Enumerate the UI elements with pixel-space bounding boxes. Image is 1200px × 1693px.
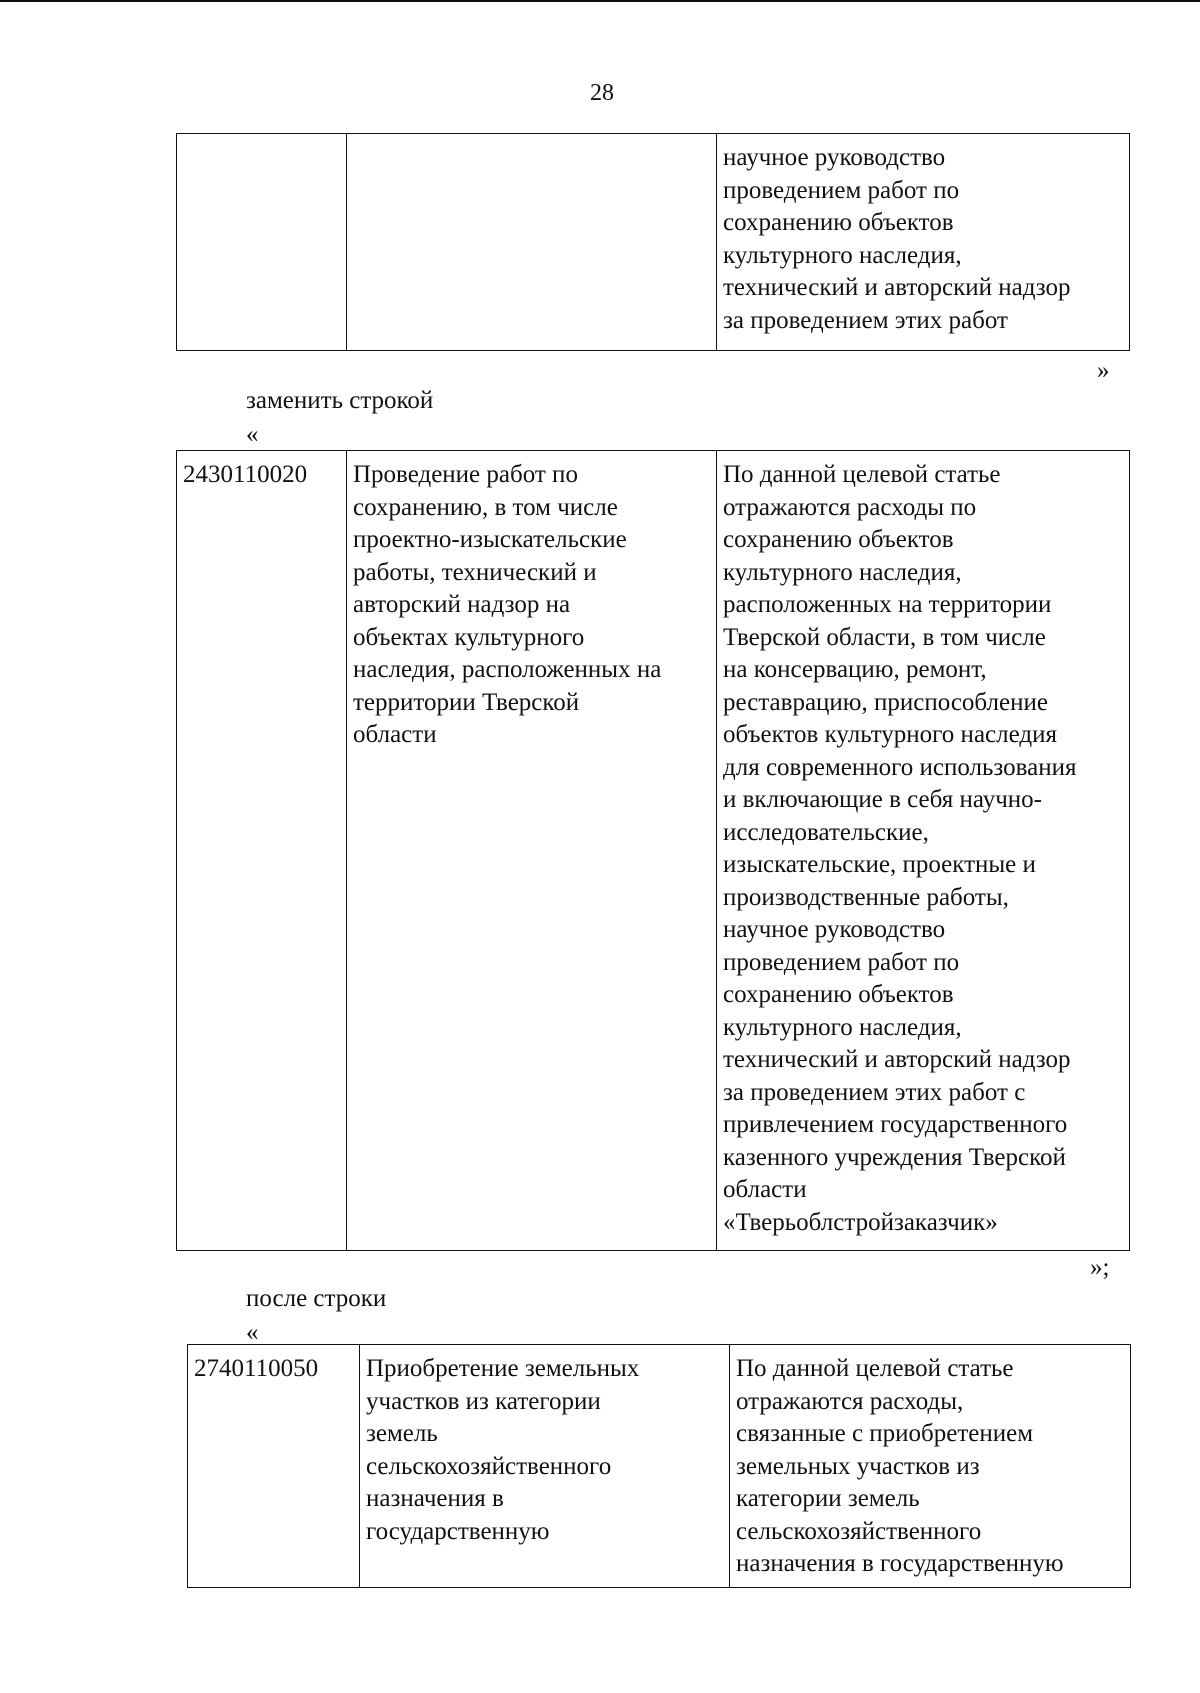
text-line: сохранению объектов — [723, 209, 954, 236]
text-line: объектов культурного наследия — [723, 721, 1057, 748]
table-row — [188, 1345, 1131, 1588]
table-row — [177, 134, 1130, 351]
text-line: привлечением государственного — [723, 1111, 1068, 1138]
code-cell: 2430110020 — [177, 451, 347, 1251]
text-line: «Тверьоблстройзаказчик» — [723, 1208, 998, 1236]
description-cell — [730, 1345, 1131, 1588]
text-line: Проведение работ по — [353, 461, 578, 488]
text-line: категории земель — [736, 1485, 920, 1512]
table-reference — [187, 1344, 1131, 1588]
text-line: сохранению, в том числе — [353, 493, 618, 521]
text-line: авторский надзор на — [353, 591, 571, 618]
text-line: на консервацию, ремонт, — [723, 656, 987, 683]
text-line: сельскохозяйственного — [736, 1517, 982, 1545]
text-line: области — [723, 1176, 807, 1203]
text-line: наследия, расположенных на — [353, 656, 662, 683]
text-line: отражаются расходы по — [723, 493, 977, 521]
text-line: земельных участков из — [736, 1452, 980, 1480]
name-cell — [347, 134, 717, 351]
table-replacement — [176, 450, 1130, 1251]
opening-quote-2: « — [246, 1319, 259, 1346]
description-lines — [723, 142, 1123, 337]
text-line: государственную — [366, 1517, 550, 1545]
code-cell: 2740110050 — [188, 1345, 360, 1588]
page-number: 28 — [590, 80, 614, 106]
text-line: сохранению объектов — [723, 981, 954, 1008]
text-line: для современного использования — [723, 753, 1077, 781]
closing-quote-1: » — [1097, 357, 1110, 384]
text-line: отражаются расходы, — [736, 1387, 964, 1415]
text-line: связанные с приобретением — [736, 1420, 1034, 1447]
name-cell — [360, 1345, 730, 1588]
name-cell — [347, 451, 717, 1251]
text-line: земель — [366, 1420, 438, 1447]
text-line: культурного наследия, — [723, 558, 962, 586]
text-line: производственные работы, — [723, 883, 1009, 911]
text-line: назначения в государственную — [736, 1550, 1064, 1577]
opening-quote-1: « — [246, 421, 259, 448]
description-cell — [717, 134, 1130, 351]
text-line: технический и авторский надзор — [723, 1046, 1071, 1073]
description-cell — [717, 451, 1130, 1251]
text-line: сохранению объектов — [723, 526, 954, 553]
text-line: области — [353, 721, 437, 748]
text-line: территории Тверской — [353, 688, 580, 716]
text-line: изыскательские, проектные и — [723, 851, 1036, 878]
text-line: реставрацию, приспособление — [723, 688, 1048, 716]
text-line: культурного наследия, — [723, 1013, 962, 1041]
text-line: проведением работ по — [723, 948, 960, 976]
text-line: научное руководство — [723, 916, 946, 943]
text-line: проектно-изыскательские — [353, 526, 627, 553]
text-line: работы, технический и — [353, 558, 597, 586]
description-lines — [723, 459, 1123, 1239]
text-line: за проведением этих работ — [723, 306, 1008, 334]
text-line: расположенных на территории — [723, 591, 1052, 618]
name-lines — [353, 459, 710, 752]
table-row — [177, 451, 1130, 1251]
text-line: По данной целевой статье — [736, 1355, 1014, 1382]
instruction-replace: заменить строкой — [246, 387, 434, 414]
text-line: объектах культурного — [353, 623, 585, 651]
text-line: за проведением этих работ с — [723, 1078, 1026, 1106]
name-lines — [366, 1353, 723, 1548]
text-line: Тверской области, в том числе — [723, 623, 1046, 651]
description-lines — [736, 1353, 1124, 1581]
text-line: казенного учреждения Тверской — [723, 1143, 1066, 1171]
table-fragment-top — [176, 133, 1130, 351]
text-line: По данной целевой статье — [723, 461, 1001, 488]
page-top-border — [0, 0, 1200, 2]
text-line: назначения в — [366, 1485, 504, 1512]
text-line: проведением работ по — [723, 176, 960, 204]
text-line: и включающие в себя научно- — [723, 786, 1042, 813]
instruction-after: после строки — [246, 1285, 387, 1312]
text-line: технический и авторский надзор — [723, 274, 1071, 301]
text-line: научное руководство — [723, 144, 946, 171]
code-cell — [177, 134, 347, 351]
text-line: исследовательские, — [723, 818, 929, 846]
text-line: Приобретение земельных — [366, 1355, 640, 1382]
text-line: сельскохозяйственного — [366, 1452, 612, 1480]
text-line: участков из категории — [366, 1387, 601, 1415]
text-line: культурного наследия, — [723, 241, 962, 269]
closing-quote-2: »; — [1090, 1254, 1110, 1281]
